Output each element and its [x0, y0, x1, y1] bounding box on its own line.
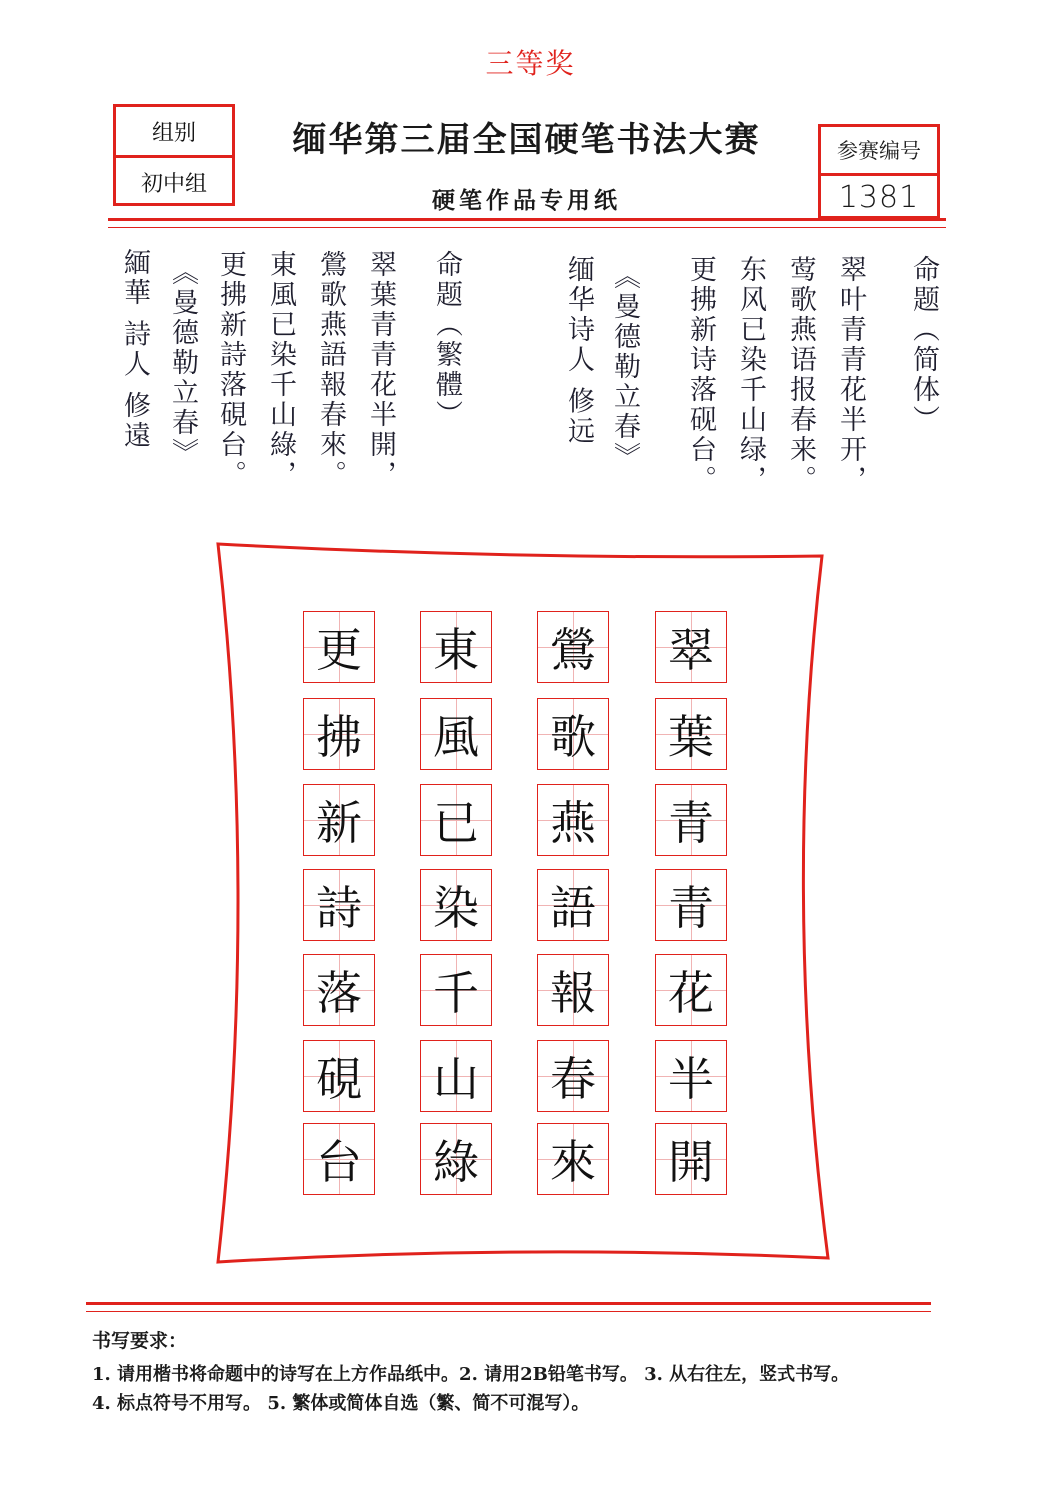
grid-cell	[537, 611, 609, 683]
header-divider	[108, 218, 946, 221]
grid-cell	[537, 954, 609, 1026]
grid-character: 葉	[668, 710, 714, 764]
grid-character: 報	[550, 966, 596, 1020]
entry-number-label: 参赛编号	[821, 127, 937, 176]
grid-character: 山	[433, 1052, 479, 1106]
grid-cell	[420, 869, 492, 941]
grid-character: 開	[668, 1135, 714, 1189]
grid-cell	[303, 869, 375, 941]
grid-cell	[655, 1040, 727, 1112]
grid-cell	[655, 869, 727, 941]
footer-divider-thin	[86, 1311, 931, 1312]
grid-character: 已	[433, 796, 479, 850]
grid-cell	[303, 954, 375, 1026]
simplified-line-4: 更拂新诗落砚台。	[685, 255, 716, 495]
header-divider-thin	[108, 227, 946, 228]
traditional-source: 《曼德勒立春》	[167, 258, 198, 468]
grid-cell	[303, 698, 375, 770]
grid-character: 綠	[433, 1135, 479, 1189]
grid-cell	[303, 1123, 375, 1195]
grid-character: 花	[668, 966, 714, 1020]
grid-cell	[537, 1040, 609, 1112]
grid-character: 台	[316, 1135, 362, 1189]
requirements-title: 书写要求：	[92, 1330, 188, 1352]
paper-subtitle: 硬笔作品专用纸	[432, 187, 621, 214]
grid-cell	[303, 611, 375, 683]
grid-character: 來	[550, 1135, 596, 1189]
group-box	[113, 104, 235, 206]
entry-number-value: 1381	[838, 180, 920, 215]
traditional-line-4: 更拂新詩落硯台。	[215, 250, 246, 490]
footer-divider	[86, 1302, 931, 1305]
grid-character: 青	[668, 796, 714, 850]
grid-character: 歌	[550, 710, 596, 764]
grid-character: 翠	[668, 623, 714, 677]
grid-character: 春	[550, 1052, 596, 1106]
requirements-line-2: 4. 标点符号不用写。 5. 繁体或简体自选（繁、简不可混写）。	[92, 1393, 590, 1414]
grid-cell	[655, 698, 727, 770]
grid-cell	[420, 1040, 492, 1112]
grid-cell	[420, 1123, 492, 1195]
grid-cell	[420, 698, 492, 770]
grid-character: 青	[668, 881, 714, 935]
requirements-line-1: 1. 请用楷书将命题中的诗写在上方作品纸中。2. 请用2B铅笔书写。 3. 从右往左，竖式书写。	[92, 1364, 850, 1385]
grid-character: 千	[433, 966, 479, 1020]
grid-character: 更	[316, 623, 362, 677]
grid-cell	[537, 698, 609, 770]
grid-character: 詩	[316, 881, 362, 935]
grid-character: 風	[433, 710, 479, 764]
grid-character: 燕	[550, 796, 596, 850]
grid-character: 鶯	[550, 623, 596, 677]
grid-cell	[420, 954, 492, 1026]
simplified-line-2: 莺歌燕语报春来。	[785, 255, 816, 495]
simplified-line-1: 翠叶青青花半开，	[835, 255, 866, 495]
traditional-line-2: 鶯歌燕語報春來。	[315, 250, 346, 490]
grid-character: 染	[433, 881, 479, 935]
grid-cell	[537, 784, 609, 856]
grid-character: 落	[316, 966, 362, 1020]
simplified-line-3: 东风已染千山绿，	[735, 255, 766, 495]
grid-cell	[303, 784, 375, 856]
entry-number-box	[818, 124, 940, 219]
traditional-author: 緬華 詩人 修遠	[119, 248, 150, 452]
grid-cell	[655, 611, 727, 683]
grid-cell	[655, 1123, 727, 1195]
simplified-source: 《曼德勒立春》	[609, 262, 640, 472]
grid-cell	[537, 869, 609, 941]
grid-cell	[537, 1123, 609, 1195]
simplified-author: 缅华诗人 修远	[563, 255, 594, 447]
award-title: 三等奖	[485, 47, 576, 80]
grid-character: 拂	[316, 710, 362, 764]
grid-character: 硯	[316, 1052, 362, 1106]
grid-cell	[655, 954, 727, 1026]
traditional-line-3: 東風已染千山綠，	[265, 250, 296, 490]
grid-character: 新	[316, 796, 362, 850]
traditional-heading: 命题（繁體）	[431, 250, 462, 430]
grid-character: 半	[668, 1052, 714, 1106]
competition-title: 缅华第三届全国硬笔书法大赛	[292, 120, 761, 160]
grid-character: 語	[550, 881, 596, 935]
group-value: 初中组	[140, 171, 207, 197]
grid-cell	[655, 784, 727, 856]
simplified-heading: 命题（简体）	[908, 255, 939, 435]
grid-cell	[420, 784, 492, 856]
group-label: 组别	[116, 107, 232, 158]
grid-cell	[303, 1040, 375, 1112]
grid-cell	[420, 611, 492, 683]
grid-character: 東	[433, 623, 479, 677]
traditional-line-1: 翠葉青青花半開，	[365, 250, 396, 490]
